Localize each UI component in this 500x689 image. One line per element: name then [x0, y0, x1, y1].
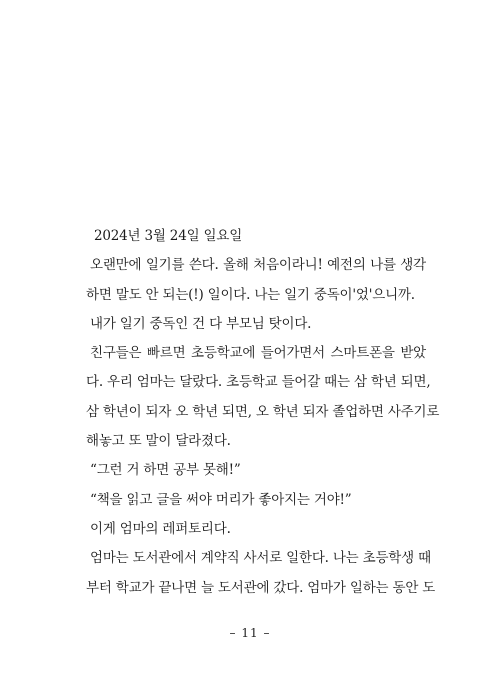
dialogue-line: “그런 거 하면 공부 못해!”: [90, 462, 241, 479]
diary-date: 2024년 3월 24일 일요일: [94, 228, 243, 244]
text-line: 다. 우리 엄마는 달랐다. 초등학교 들어갈 때는 삼 학년 되면,: [86, 374, 431, 391]
text-line: 하면 말도 안 되는(!) 일이다. 나는 일기 중독이'었'으니까.: [86, 286, 415, 303]
page-number: – 11 –: [229, 626, 271, 640]
text-line: 삼 학년이 되자 오 학년 되면, 오 학년 되자 졸업하면 사주기로: [86, 403, 440, 420]
text-line: 이게 엄마의 레퍼토리다.: [90, 520, 231, 537]
text-line: 해놓고 또 말이 달라졌다.: [86, 433, 231, 450]
dialogue-line: “책을 읽고 글을 써야 머리가 좋아지는 거야!”: [90, 491, 352, 508]
body-text: [86, 222, 440, 603]
text-line: 친구들은 빠르면 초등학교에 들어가면서 스마트폰을 받았: [90, 345, 426, 362]
text-line: 내가 일기 중독인 건 다 부모님 탓이다.: [90, 315, 312, 332]
text-line: 엄마는 도서관에서 계약직 사서로 일한다. 나는 초등학생 때: [90, 550, 431, 567]
text-line: 부터 학교가 끝나면 늘 도서관에 갔다. 엄마가 일하는 동안 도: [86, 579, 436, 596]
text-line: 오랜만에 일기를 쓴다. 올해 처음이라니! 예전의 나를 생각: [90, 257, 426, 274]
